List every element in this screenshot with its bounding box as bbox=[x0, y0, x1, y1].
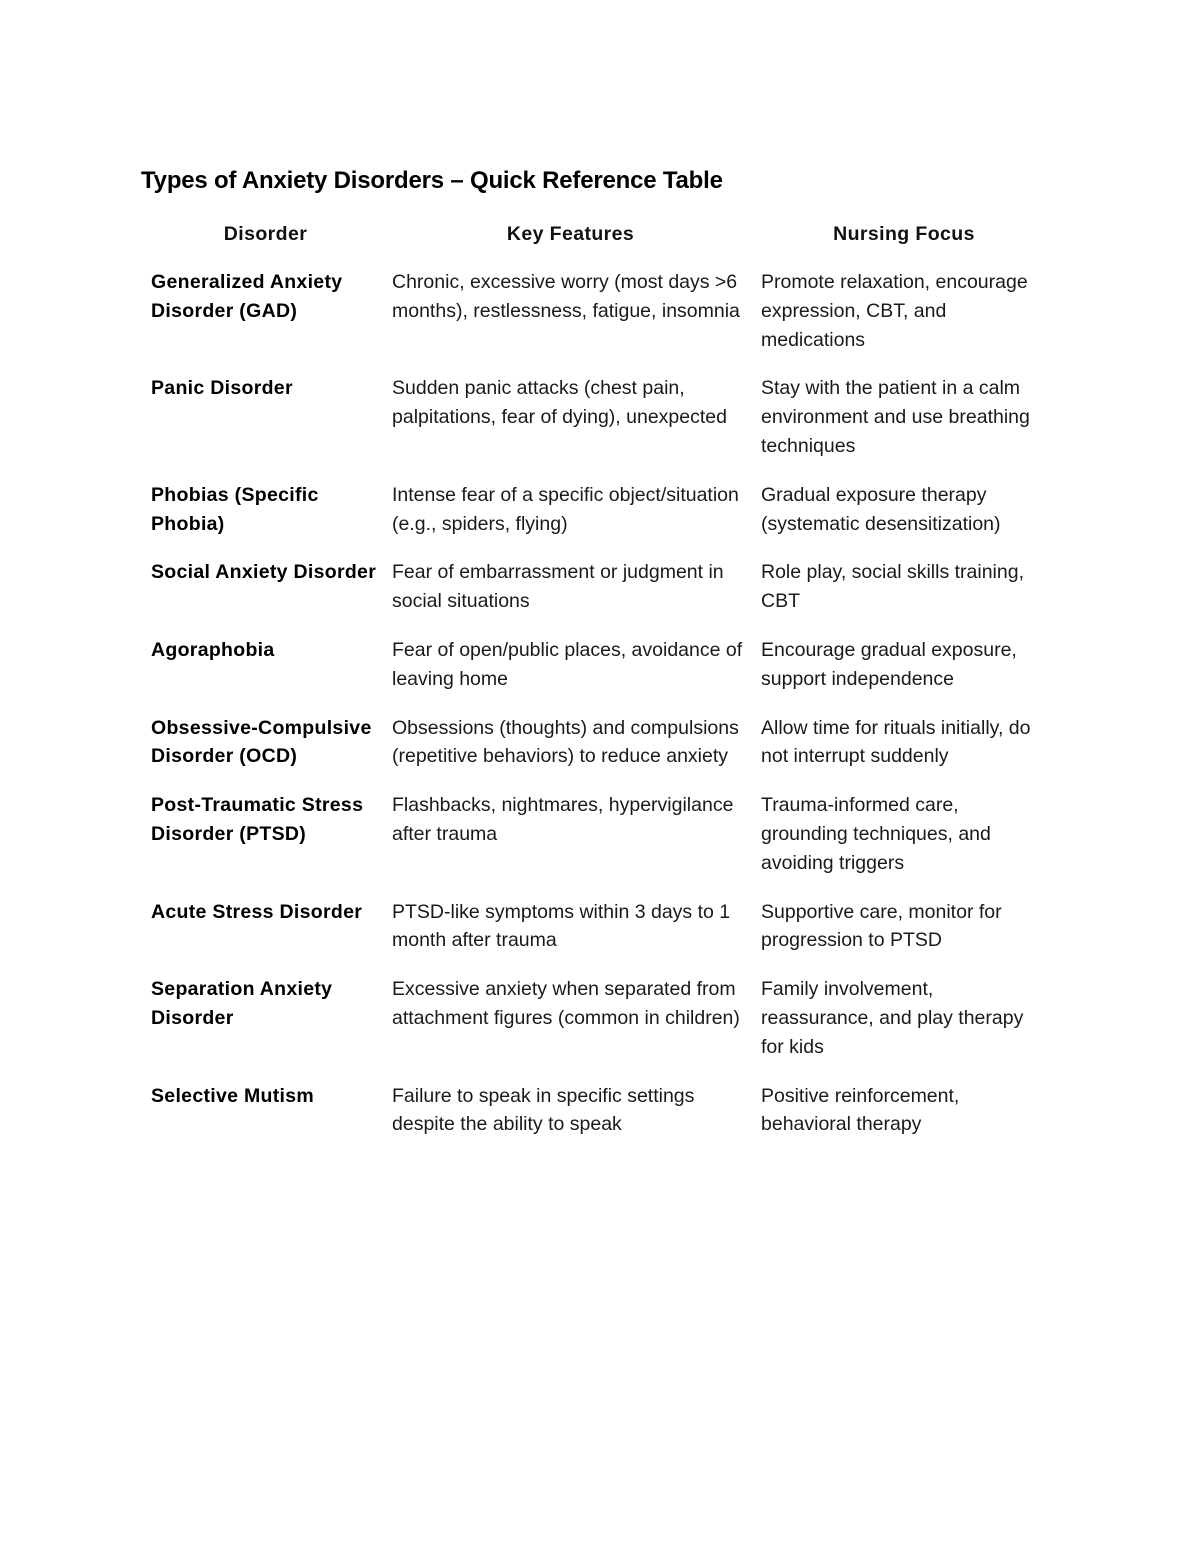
key-features-cell: Flashbacks, nightmares, hypervigilance after trauma bbox=[392, 794, 734, 845]
nursing-focus-cell: Allow time for rituals initially, do not interrupt suddenly bbox=[761, 716, 1031, 768]
table-header-row bbox=[145, 218, 1053, 268]
table-row bbox=[145, 791, 1053, 897]
table-row bbox=[145, 636, 1053, 714]
column-header-key-features: Key Features bbox=[506, 223, 635, 245]
table-row bbox=[145, 714, 1053, 792]
table-row bbox=[145, 1082, 1053, 1160]
disorder-cell: Post-Traumatic Stress Disorder (PTSD) bbox=[151, 794, 364, 845]
disorder-cell: Generalized Anxiety Disorder (GAD) bbox=[151, 271, 343, 322]
nursing-focus-cell: Trauma-informed care, grounding techniques, and avoiding triggers bbox=[761, 794, 991, 874]
table-row bbox=[145, 558, 1053, 636]
table-row bbox=[145, 481, 1053, 559]
key-features-cell: Excessive anxiety when separated from attachment figures (common in children) bbox=[392, 978, 740, 1029]
reference-table bbox=[145, 218, 1053, 1159]
nursing-focus-cell: Gradual exposure therapy (systematic desensitization) bbox=[761, 483, 1001, 535]
page-title: Types of Anxiety Disorders – Quick Reference Table bbox=[141, 167, 723, 194]
nursing-focus-cell: Supportive care, monitor for progression to PTSD bbox=[761, 900, 1002, 952]
disorder-cell: Acute Stress Disorder bbox=[151, 900, 363, 923]
key-features-cell: Fear of embarrassment or judgment in social situations bbox=[392, 561, 724, 613]
table-row bbox=[145, 268, 1053, 374]
nursing-focus-cell: Role play, social skills training, CBT bbox=[761, 561, 1024, 613]
key-features-cell: PTSD-like symptoms within 3 days to 1 month after trauma bbox=[392, 900, 731, 952]
key-features-cell: Obsessions (thoughts) and compulsions (repetitive behaviors) to reduce anxiety bbox=[392, 716, 739, 768]
key-features-cell: Fear of open/public places, avoidance of leaving home bbox=[392, 638, 743, 690]
table-row bbox=[145, 975, 1053, 1081]
nursing-focus-cell: Stay with the patient in a calm environment and use breathing techniques bbox=[761, 377, 1030, 457]
column-header-disorder: Disorder bbox=[223, 223, 308, 245]
key-features-cell: Chronic, excessive worry (most days >6 months), restlessness, fatigue, insomnia bbox=[392, 271, 740, 322]
key-features-cell: Sudden panic attacks (chest pain, palpitations, fear of dying), unexpected bbox=[392, 377, 727, 429]
table-row bbox=[145, 898, 1053, 976]
disorder-cell: Selective Mutism bbox=[151, 1084, 315, 1107]
nursing-focus-cell: Promote relaxation, encourage expression, CBT, and medications bbox=[761, 271, 1028, 351]
key-features-cell: Failure to speak in specific settings despite the ability to speak bbox=[392, 1084, 695, 1136]
disorder-cell: Obsessive-Compulsive Disorder (OCD) bbox=[151, 716, 372, 768]
disorder-cell: Separation Anxiety Disorder bbox=[151, 978, 333, 1029]
column-header-nursing-focus: Nursing Focus bbox=[833, 223, 975, 245]
table-row bbox=[145, 374, 1053, 480]
disorder-cell: Panic Disorder bbox=[151, 377, 293, 400]
nursing-focus-cell: Family involvement, reassurance, and play therapy for kids bbox=[761, 978, 1024, 1058]
nursing-focus-cell: Encourage gradual exposure, support independence bbox=[761, 638, 1017, 690]
key-features-cell: Intense fear of a specific object/situation (e.g., spiders, flying) bbox=[392, 483, 739, 535]
disorder-cell: Agoraphobia bbox=[151, 638, 275, 661]
disorder-cell: Social Anxiety Disorder bbox=[151, 561, 377, 584]
disorder-cell: Phobias (Specific Phobia) bbox=[151, 483, 319, 535]
nursing-focus-cell: Positive reinforcement, behavioral therapy bbox=[761, 1084, 960, 1136]
